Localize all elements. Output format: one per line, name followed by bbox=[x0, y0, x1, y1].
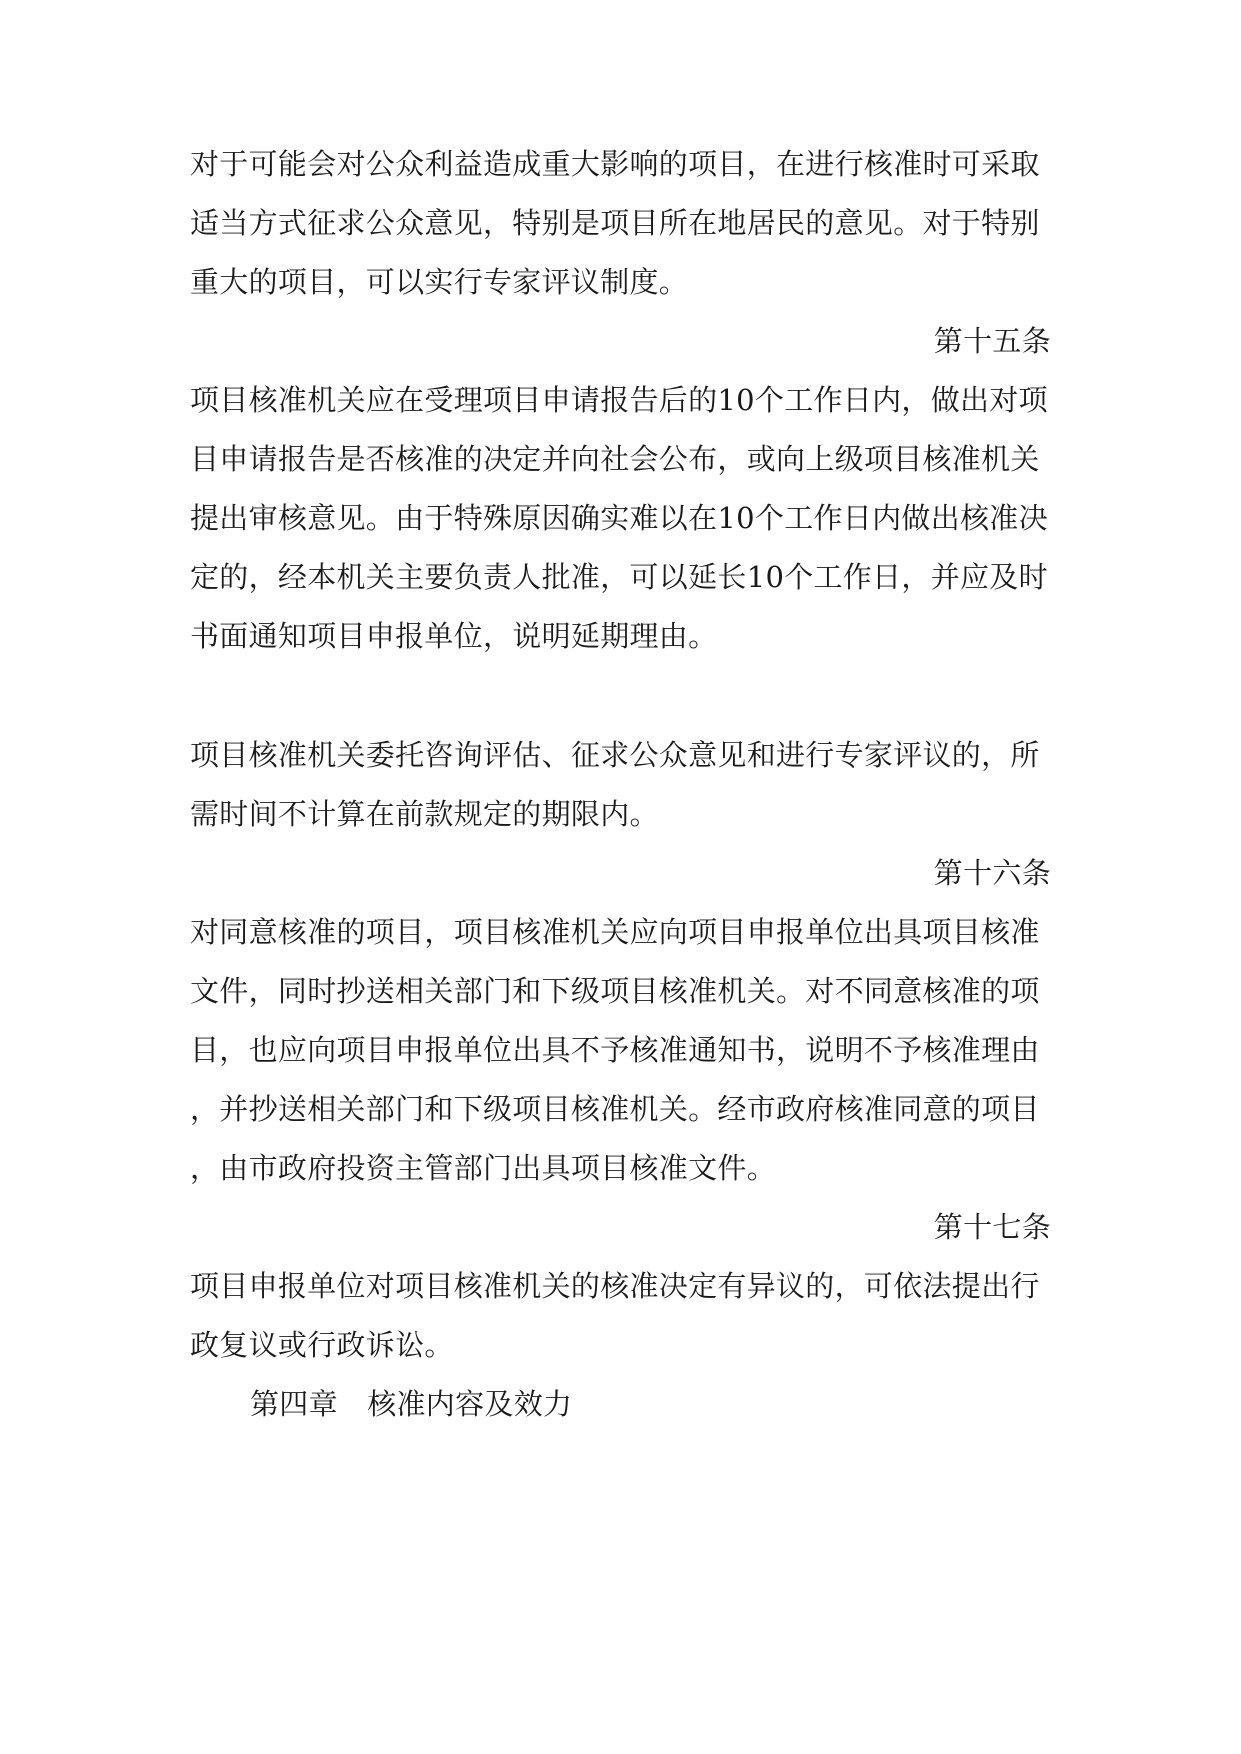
text-line: 文件，同时抄送相关部门和下级项目核准机关。对不同意核准的项 bbox=[190, 974, 1040, 1008]
text-line: 重大的项目，可以实行专家评议制度。 bbox=[190, 265, 689, 299]
article-heading: 第十五条 bbox=[933, 324, 1051, 358]
text-line: 定的，经本机关主要负责人批准，可以延长10个工作日，并应及时 bbox=[190, 560, 1048, 594]
text-line: 政复议或行政诉讼。 bbox=[190, 1328, 454, 1362]
text-line: 需时间不计算在前款规定的期限内。 bbox=[190, 797, 659, 831]
text-line: 适当方式征求公众意见，特别是项目所在地居民的意见。对于特别 bbox=[190, 206, 1040, 240]
article-heading: 第十七条 bbox=[933, 1210, 1051, 1244]
text-line: ，由市政府投资主管部门出具项目核准文件。 bbox=[190, 1151, 777, 1185]
text-line: 书面通知项目申报单位，说明延期理由。 bbox=[190, 619, 718, 653]
text-line: 项目核准机关委托咨询评估、征求公众意见和进行专家评议的，所 bbox=[190, 738, 1040, 772]
text-line: ，并抄送相关部门和下级项目核准机关。经市政府核准同意的项目 bbox=[190, 1092, 1040, 1126]
text-line: 项目申报单位对项目核准机关的核准决定有异议的，可依法提出行 bbox=[190, 1269, 1040, 1303]
text-line: 项目核准机关应在受理项目申请报告后的10个工作日内，做出对项 bbox=[190, 383, 1048, 417]
text-line: 对同意核准的项目，项目核准机关应向项目申报单位出具项目核准 bbox=[190, 915, 1040, 949]
text-line: 提出审核意见。由于特殊原因确实难以在10个工作日内做出核准决 bbox=[190, 501, 1048, 535]
article-heading: 第十六条 bbox=[933, 856, 1051, 890]
chapter-heading: 第四章 核准内容及效力 bbox=[250, 1387, 573, 1421]
text-line: 目，也应向项目申报单位出具不予核准通知书，说明不予核准理由 bbox=[190, 1033, 1040, 1067]
text-line: 目申请报告是否核准的决定并向社会公布，或向上级项目核准机关 bbox=[190, 442, 1040, 476]
text-line: 对于可能会对公众利益造成重大影响的项目，在进行核准时可采取 bbox=[190, 147, 1040, 181]
